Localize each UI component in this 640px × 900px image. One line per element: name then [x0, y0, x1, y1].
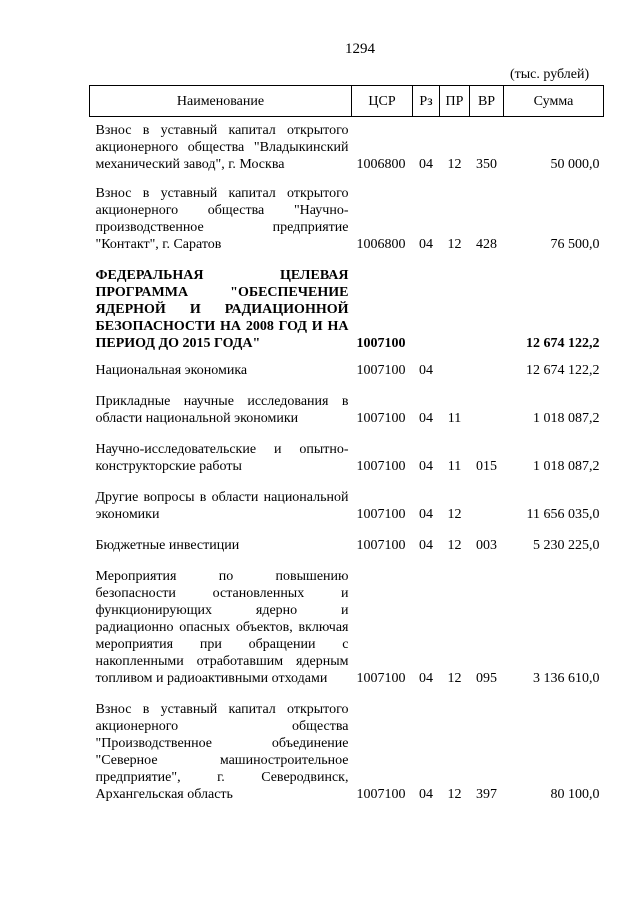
row-csr: 1006800: [356, 157, 406, 172]
header-sum: Сумма: [504, 86, 604, 117]
row-pr: 12: [447, 157, 462, 172]
table-row: [90, 537, 604, 554]
row-pr: 12: [447, 237, 462, 252]
row-csr: 1007100: [356, 363, 406, 378]
row-sum: 11 656 035,0: [526, 507, 600, 522]
row-name: ФЕДЕРАЛЬНАЯ ЦЕЛЕВАЯ ПРОГРАММА "ОБЕСПЕЧЕНИЕ ЯДЕРНОЙ И РАДИАЦИОННОЙ БЕЗОПАСНОСТИ НА 2008 ГОД И НА ПЕРИОД ДО 2015 ГОДА": [95, 268, 349, 351]
row-rz: 04: [419, 507, 433, 522]
row-rz: 04: [419, 671, 433, 686]
row-name: Национальная экономика: [95, 363, 248, 378]
row-rz: 04: [419, 787, 433, 802]
table-row: [90, 185, 604, 253]
row-csr: 1007100: [356, 507, 406, 522]
table-row: [90, 701, 604, 803]
row-name: Мероприятия по повышению безопасности остановленных и функционирующих ядерно и радиационно опасных объектов, включая мероприятия при обращении с накопленными отработавшим ядерным топливом и радиоактивными отходами: [95, 569, 349, 686]
row-pr: 11: [447, 459, 462, 474]
table-row: [90, 568, 604, 687]
row-name: Научно-исследовательские и опытно-конструкторские работы: [95, 442, 349, 474]
row-pr: 12: [447, 787, 462, 802]
row-pr: 12: [447, 507, 462, 522]
row-csr: 1006800: [356, 237, 406, 252]
table-row: [90, 393, 604, 427]
row-vr: [470, 267, 504, 352]
row-vr: [470, 393, 504, 427]
row-rz: 04: [419, 237, 433, 252]
row-pr: [440, 267, 470, 352]
row-sum: 12 674 122,2: [526, 363, 600, 378]
row-rz: 04: [419, 459, 433, 474]
table-row-program: [90, 267, 604, 352]
row-name: Взнос в уставный капитал открытого акционерного общества "Владыкинский механический завод", г. Москва: [95, 123, 349, 172]
row-pr: [440, 362, 470, 379]
table-row: [90, 441, 604, 475]
row-csr: 1007100: [356, 787, 406, 802]
row-name: Бюджетные инвестиции: [95, 538, 240, 553]
row-vr: 428: [476, 237, 497, 252]
row-rz: [413, 267, 440, 352]
header-vr: ВР: [470, 86, 504, 117]
row-name: Взнос в уставный капитал открытого акционерного общества "Научно-производственное предприятие "Контакт", г. Саратов: [95, 186, 349, 252]
units-label: (тыс. рублей): [510, 67, 590, 82]
row-csr: 1007100: [356, 671, 406, 686]
row-sum: 1 018 087,2: [533, 411, 600, 426]
table-header-row: [90, 86, 604, 117]
page-number: 1294: [345, 41, 375, 57]
row-rz: 04: [419, 538, 433, 553]
row-vr: 350: [476, 157, 497, 172]
row-rz: 04: [419, 157, 433, 172]
header-csr: ЦСР: [352, 86, 413, 117]
budget-table: [89, 85, 604, 803]
row-vr: 003: [476, 538, 497, 553]
row-csr: 1007100: [356, 411, 406, 426]
row-rz: 04: [419, 363, 433, 378]
header-pr: ПР: [440, 86, 470, 117]
row-vr: [470, 489, 504, 523]
row-sum: 3 136 610,0: [533, 671, 600, 686]
row-name: Другие вопросы в области национальной экономики: [95, 490, 349, 522]
row-pr: 11: [447, 411, 462, 426]
row-sum: 76 500,0: [550, 237, 600, 252]
table-row: [90, 489, 604, 523]
header-rz: Рз: [413, 86, 440, 117]
row-csr: 1007100: [356, 459, 406, 474]
row-pr: 12: [447, 671, 462, 686]
row-sum: 12 674 122,2: [526, 336, 600, 351]
table-row: [90, 122, 604, 173]
row-sum: 1 018 087,2: [533, 459, 600, 474]
row-csr: 1007100: [356, 336, 406, 351]
row-vr: 015: [476, 459, 497, 474]
row-vr: [470, 362, 504, 379]
row-csr: 1007100: [356, 538, 406, 553]
row-sum: 50 000,0: [550, 157, 600, 172]
row-sum: 5 230 225,0: [533, 538, 600, 553]
row-pr: 12: [447, 538, 462, 553]
row-sum: 80 100,0: [550, 787, 600, 802]
row-name: Взнос в уставный капитал открытого акционерного общества "Производственное объединение "Северное машиностроительное предприятие", г. Северодвинск, Архангельская область: [95, 702, 349, 802]
header-name: Наименование: [90, 86, 352, 117]
row-vr: 397: [476, 787, 497, 802]
row-name: Прикладные научные исследования в области национальной экономики: [95, 394, 349, 426]
row-vr: 095: [476, 671, 497, 686]
row-rz: 04: [419, 411, 433, 426]
table-row: [90, 362, 604, 379]
